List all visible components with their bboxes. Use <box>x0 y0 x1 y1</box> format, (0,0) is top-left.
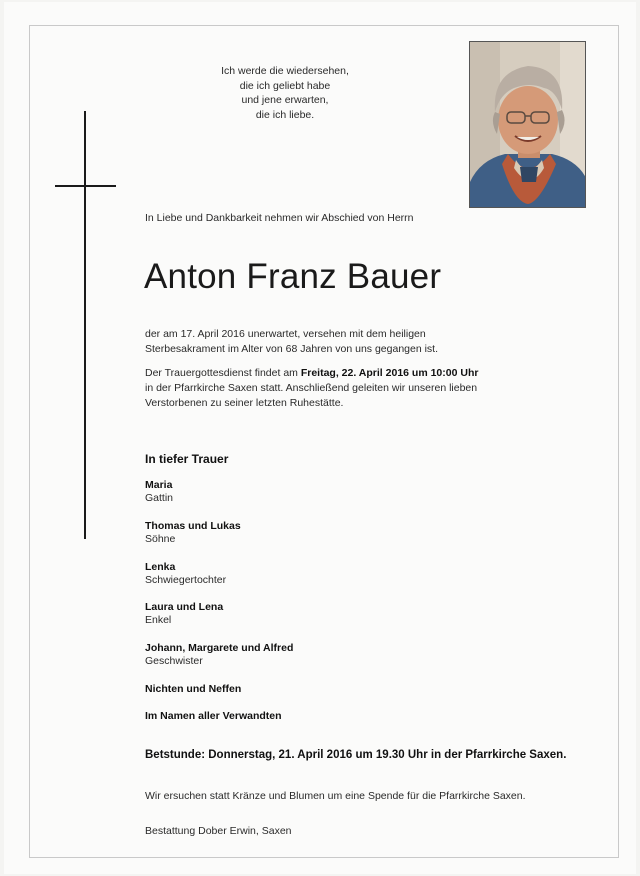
mourner-relation: Enkel <box>145 614 172 626</box>
mourner-name: Lenka <box>145 561 176 573</box>
death-notice-line: der am 17. April 2016 unerwartet, versehen mit dem heiligen <box>145 328 426 340</box>
donation-request: Wir ersuchen statt Kränze und Blumen um eine Spende für die Pfarrkirche Saxen. <box>145 790 526 802</box>
mourner-relation: Söhne <box>145 533 176 545</box>
nieces-nephews: Nichten und Neffen <box>145 683 242 695</box>
funeral-line-1 <box>145 366 478 381</box>
mourner-relation: Geschwister <box>145 655 203 667</box>
funeral-date: Freitag, 22. April 2016 um 10:00 Uhr <box>300 367 479 379</box>
poem-line: Ich werde die wiedersehen, <box>221 65 349 77</box>
funeral-prefix: Der Trauergottesdienst findet am <box>145 367 301 379</box>
intro-text: In Liebe und Dankbarkeit nehmen wir Abschied von Herrn <box>145 212 414 224</box>
portrait-photo <box>469 41 586 208</box>
death-notice-line: Sterbesakrament im Alter von 68 Jahren von uns gegangen ist. <box>145 343 439 355</box>
undertaker: Bestattung Dober Erwin, Saxen <box>145 825 292 837</box>
mourner-entry <box>145 479 173 505</box>
mourner-relation: Gattin <box>145 492 174 504</box>
mourner-name: Johann, Margarete und Alfred <box>145 642 294 654</box>
mourner-entry <box>145 642 293 668</box>
funeral-line-3: Verstorbenen zu seiner letzten Ruhestätte. <box>145 397 344 409</box>
memorial-poem <box>190 64 380 122</box>
mourner-name: Thomas und Lukas <box>145 520 241 532</box>
deceased-name: Anton Franz Bauer <box>144 257 442 296</box>
prayer-hour: Betstunde: Donnerstag, 21. April 2016 um 19.30 Uhr in der Pfarrkirche Saxen. <box>145 749 567 761</box>
mourner-entry <box>145 561 226 587</box>
mourner-relation: Schwiegertochter <box>145 574 227 586</box>
mourner-entry <box>145 601 223 627</box>
poem-line: und jene erwarten, <box>241 94 329 106</box>
memorial-cross-vertical <box>84 111 86 539</box>
poem-line: die ich liebe. <box>255 108 315 121</box>
mourner-name: Maria <box>145 479 173 491</box>
death-notice <box>145 327 438 357</box>
memorial-cross-horizontal <box>55 185 116 187</box>
poem-line: die ich geliebt habe <box>239 79 331 92</box>
mourners-heading: In tiefer Trauer <box>145 452 229 466</box>
mourner-name: Laura und Lena <box>145 601 224 613</box>
funeral-info <box>145 366 478 411</box>
funeral-line-2: in der Pfarrkirche Saxen statt. Anschließend geleiten wir unseren lieben <box>145 382 478 394</box>
mourner-entry <box>145 520 241 546</box>
portrait-photo-icon <box>470 42 586 208</box>
all-relatives: Im Namen aller Verwandten <box>145 710 282 722</box>
